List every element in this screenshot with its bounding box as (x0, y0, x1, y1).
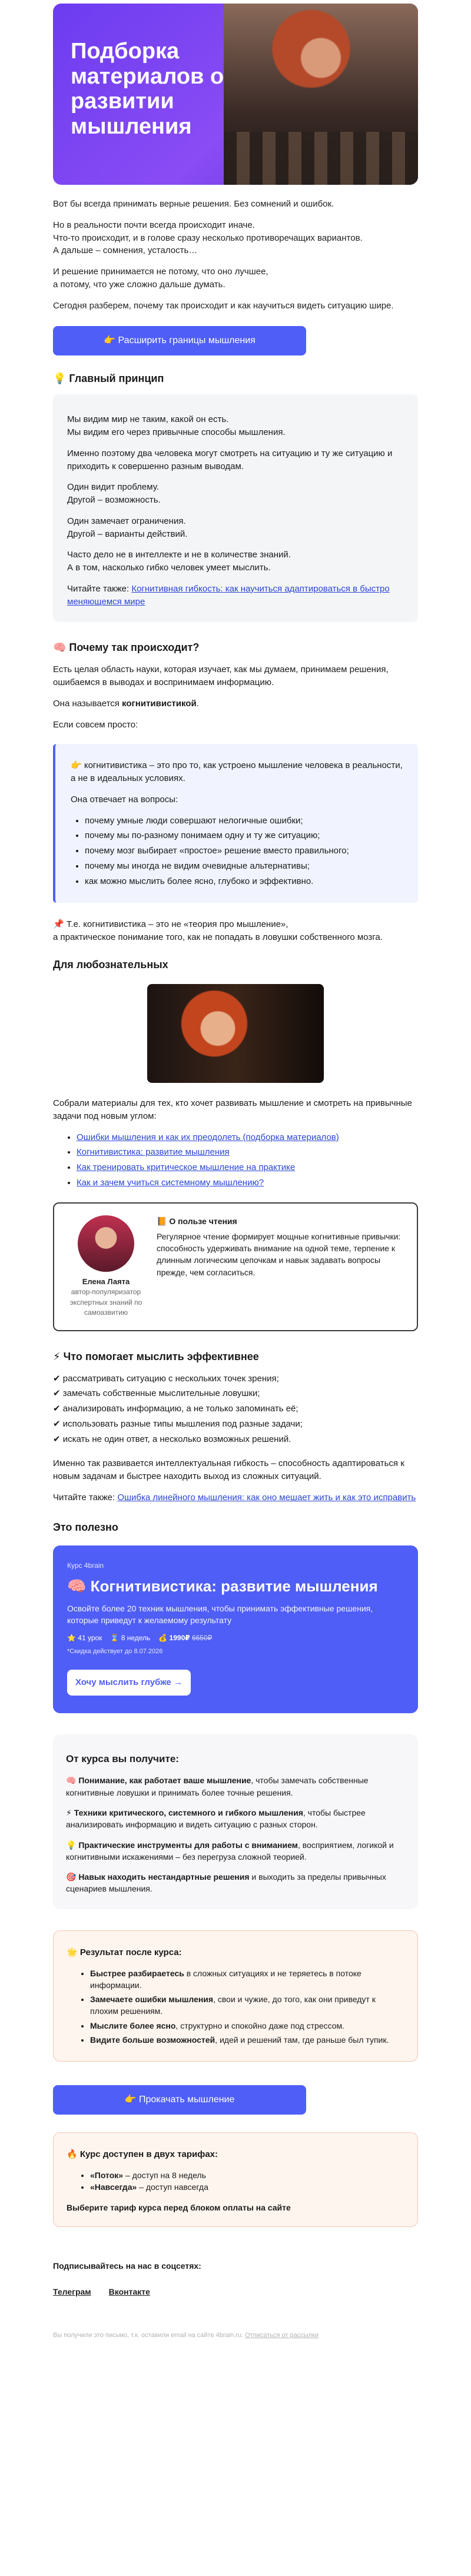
benefits-title: От курса вы получите: (66, 1753, 179, 1764)
materials-link[interactable]: Как и зачем учиться системному мышлению? (77, 1177, 264, 1188)
benefit-item (66, 1839, 405, 1863)
list-item: • почему мы по-разному понимаем одну и ту же ситуацию; (85, 829, 403, 842)
author-card (53, 1202, 418, 1331)
read-also-label: Читайте также: (67, 583, 132, 594)
list-item (90, 2020, 404, 2032)
result-bold: Мыслите более ясно (90, 2020, 176, 2030)
read-also (67, 583, 404, 609)
materials-link[interactable]: Когнитивистика: развитие мышления (77, 1147, 230, 1158)
social-links (53, 2286, 418, 2298)
intro-text: И решение принимается не потому, что оно лучшее, а потому, что уже сложно дальше думать. (53, 267, 268, 290)
list-item (90, 2034, 404, 2046)
author-quote-text: Регулярное чтение формирует мощные когнитивные привычки: способность удерживать внимание на одной теме, терпение к длинным логическим цепочкам и навык задавать вопросы прежде, чем согласиться. (157, 1231, 401, 1277)
hero-banner[interactable] (53, 4, 418, 185)
why-section (53, 640, 418, 944)
tariffs-panel (53, 2132, 418, 2227)
effective-text: Именно так развивается интеллектуальная гибкость – способность адаптироваться к новым задачам и быстрее находить выход из сложных ситуаций. (53, 1458, 404, 1482)
email-body (53, 0, 418, 2364)
benefit-text: , восприятием, логикой и когнитивными искажениями – без перегруза сложной теорией. (66, 1840, 394, 1862)
result-title: 🌟 Результат после курса: (67, 1947, 182, 1957)
expand-thinking-button[interactable]: 👉 Расширить границы мышления (53, 326, 306, 355)
tariff-name: «Поток» (90, 2171, 124, 2181)
tariff-text: – доступ на 8 недель (123, 2171, 206, 2181)
hero-title: Подборка материалов о развитии мышления (71, 39, 224, 139)
why-title: 🧠 Почему так происходит? (53, 641, 200, 654)
benefit-item (66, 1807, 405, 1831)
list-item: • как можно мыслить более ясно, глубоко и эффективно. (85, 875, 403, 888)
intro-text: Вот бы всегда принимать верные решения. Без сомнений и ошибок. (53, 199, 334, 209)
vk-link[interactable]: Вконтакте (108, 2287, 150, 2297)
discount-note: *Скидка действует до 8.07.2026 (67, 1647, 163, 1655)
list-item: • почему мы иногда не видим очевидные альтернативы; (85, 860, 403, 873)
chessboard-image (224, 132, 418, 185)
footer (53, 2331, 418, 2341)
benefit-text: , чтобы быстрее анализировать информацию и видеть ситуацию с разных сторон. (66, 1807, 366, 1830)
why-text: Если совсем просто: (53, 719, 138, 730)
principle-text: Один замечает ограничения. Другой – варианты действий. (67, 516, 188, 539)
intro-text: Сегодня разберем, почему так происходит и как научиться видеть ситуацию шире. (53, 300, 394, 311)
check-item: ✔ рассматривать ситуацию с нескольких точек зрения; (53, 1373, 279, 1384)
effective-section (53, 1349, 418, 1504)
materials-links (53, 1131, 418, 1189)
result-list (67, 1967, 404, 2046)
quote-lead: 👉 когнитивистика – это про то, как устроено мышление человека в реальности, а не в идеальных условиях. (71, 760, 403, 784)
benefit-text: и выходить за пределы привычных сценариев мышления. (66, 1872, 386, 1894)
tariffs-title: 🔥 Курс доступен в двух тарифах: (67, 2149, 218, 2160)
cognitivism-term: когнитивистикой (122, 698, 197, 709)
benefit-bold: 💡 Практические инструменты для работы с вниманием (66, 1840, 298, 1850)
quote-list (71, 815, 403, 888)
list-item: • почему мозг выбирает «простое» решение вместо правильного; (85, 845, 403, 857)
linear-thinking-link[interactable]: Ошибка линейного мышления: как оно мешает жить и как это исправить (117, 1492, 416, 1503)
current-price: 💰 1990₽ (158, 1634, 190, 1643)
author-name: Елена Лаята (82, 1277, 130, 1286)
list-item (90, 2181, 404, 2193)
benefit-item (66, 1871, 405, 1895)
curious-text: Собрали материалы для тех, кто хочет развивать мышление и смотреть на привычные задачи под новым углом: (53, 1098, 412, 1121)
check-item: ✔ замечать собственные мыслительные ловушки; (53, 1388, 260, 1399)
result-text: в сложных ситуациях и не теряетесь в потоке информации. (90, 1968, 361, 1990)
principle-title: 💡 Главный принцип (53, 373, 164, 385)
telegram-link[interactable]: Телеграм (53, 2287, 91, 2297)
course-card[interactable] (53, 1545, 418, 1713)
read-also-label: Читайте также: (53, 1492, 118, 1503)
result-text: , свои и чужие, до того, как они приведут к плохим решениям. (90, 1995, 376, 2016)
list-item: • почему умные люди совершают нелогичные ошибки; (85, 815, 403, 827)
benefits-panel (53, 1734, 418, 1909)
effective-title: ⚡ Что помогает мыслить эффективнее (53, 1350, 259, 1362)
result-bold: Быстрее разбираетесь (90, 1968, 184, 1978)
why-text-prefix: Она называется (53, 698, 122, 709)
unsubscribe-link[interactable]: Отписаться от рассылки (245, 2331, 319, 2339)
principle-text: Один видит проблему. Другой – возможность. (67, 482, 161, 506)
why-conclusion: 📌 Т.е. когнитивистика – это не «теория про мышление», а практическое понимание того, как не попадать в ловушки собственного мозга. (53, 919, 383, 943)
intro-text: Но в реальности почти всегда происходит иначе. Что-то происходит, и в голове сразу несколько противоречащих вариантов. А дальше – сомнения, усталость… (53, 220, 363, 256)
boost-thinking-button[interactable]: 👉 Прокачать мышление (53, 2085, 306, 2115)
why-text: Есть целая область науки, которая изучает, как мы думаем, принимаем решения, ошибаемся в выводах и воспринимаем информацию. (53, 664, 389, 688)
result-text: , идей и решений там, где раньше был тупик. (215, 2035, 389, 2045)
quote-sub: Она отвечает на вопросы: (71, 794, 178, 805)
useful-section (53, 1520, 418, 1713)
materials-link[interactable]: Ошибки мышления и как их преодолеть (подборка материалов) (77, 1132, 339, 1142)
check-item: ✔ анализировать информацию, а не только запоминать её; (53, 1404, 298, 1414)
principle-section (53, 371, 418, 622)
benefit-text: , чтобы замечать собственные когнитивные ловушки и принимать более точные решения. (66, 1776, 369, 1797)
check-item: ✔ использовать разные типы мышления под разные задачи; (53, 1418, 303, 1429)
result-text: , структурно и спокойно даже под стрессом. (175, 2020, 345, 2030)
footer-text: Вы получили это письмо, т.к. оставили email на сайте 4brain.ru. (53, 2331, 246, 2339)
why-text-suffix: . (196, 698, 199, 709)
author-info (65, 1215, 147, 1318)
benefit-bold: 🧠 Понимание, как работает ваше мышление (66, 1776, 251, 1786)
result-panel (53, 1930, 418, 2062)
materials-link[interactable]: Как тренировать критическое мышление на практике (77, 1162, 296, 1173)
list-item (90, 2169, 404, 2181)
author-role: автор-популяризатор экспертных знаний по самоазвитию (69, 1288, 142, 1317)
check-item: ✔ искать не один ответ, а несколько возможных решений. (53, 1434, 291, 1444)
course-description: Освойте более 20 техник мышления, чтобы принимать эффективные решения, которые приведут к желаемому результату (67, 1603, 373, 1626)
principle-panel (53, 394, 418, 622)
old-price: 6650₽ (191, 1634, 213, 1643)
intro (53, 198, 418, 312)
list-item (90, 1967, 404, 1992)
course-tag: Курс 4brain (67, 1561, 104, 1570)
course-title: 🧠 Когнитивистика: развитие мышления (67, 1577, 378, 1596)
list-item (90, 1993, 404, 2017)
lessons-count: ⭐ 41 урок (67, 1634, 102, 1643)
tariffs-list (67, 2169, 404, 2193)
benefit-bold: 🎯 Навык находить нестандартные решения (66, 1872, 250, 1882)
tariff-text: – доступ навсегда (137, 2182, 208, 2192)
result-bold: Видите больше возможностей (90, 2035, 215, 2045)
useful-title: Это полезно (53, 1521, 118, 1533)
curious-title: Для любознательных (53, 958, 168, 970)
why-text (53, 697, 418, 710)
avatar (78, 1215, 134, 1272)
result-bold: Замечаете ошибки мышления (90, 1995, 214, 2005)
cognitive-flexibility-link[interactable]: Когнитивная гибкость: как научиться адаптироваться в быстро меняющемся мире (67, 583, 390, 607)
cognitivism-quote (53, 744, 418, 903)
principle-text: Мы видим мир не таким, какой он есть. Мы видим его через привычные способы мышления. (67, 414, 286, 438)
think-deeper-button[interactable]: Хочу мыслить глубже → (67, 1670, 191, 1696)
tariff-name: «Навсегда» (90, 2182, 137, 2192)
course-duration: ⌛ 8 недель (110, 1634, 151, 1643)
social-title: Подписывайтесь на нас в соцсетях: (53, 2261, 201, 2271)
movie-still-image[interactable] (147, 984, 324, 1083)
principle-text: Именно поэтому два человека могут смотреть на ситуацию и ту же ситуацию и приходить к совершенно разным выводам. (67, 448, 393, 471)
author-quote (147, 1215, 406, 1318)
curious-section (53, 957, 418, 1189)
benefit-item (66, 1774, 405, 1799)
read-also (53, 1491, 418, 1504)
author-quote-title: 📙 О пользе чтения (157, 1216, 237, 1226)
course-price (158, 1633, 212, 1643)
course-meta (67, 1633, 404, 1643)
tariffs-footer: Выберите тариф курса перед блоком оплаты на сайте (67, 2202, 291, 2212)
principle-text: Часто дело не в интеллекте и не в количестве знаний. А в том, насколько гибко человек умеет мыслить. (67, 550, 291, 573)
effective-checklist (53, 1372, 418, 1446)
benefit-bold: ⚡ Техники критического, системного и гибкого мышления (66, 1807, 303, 1817)
